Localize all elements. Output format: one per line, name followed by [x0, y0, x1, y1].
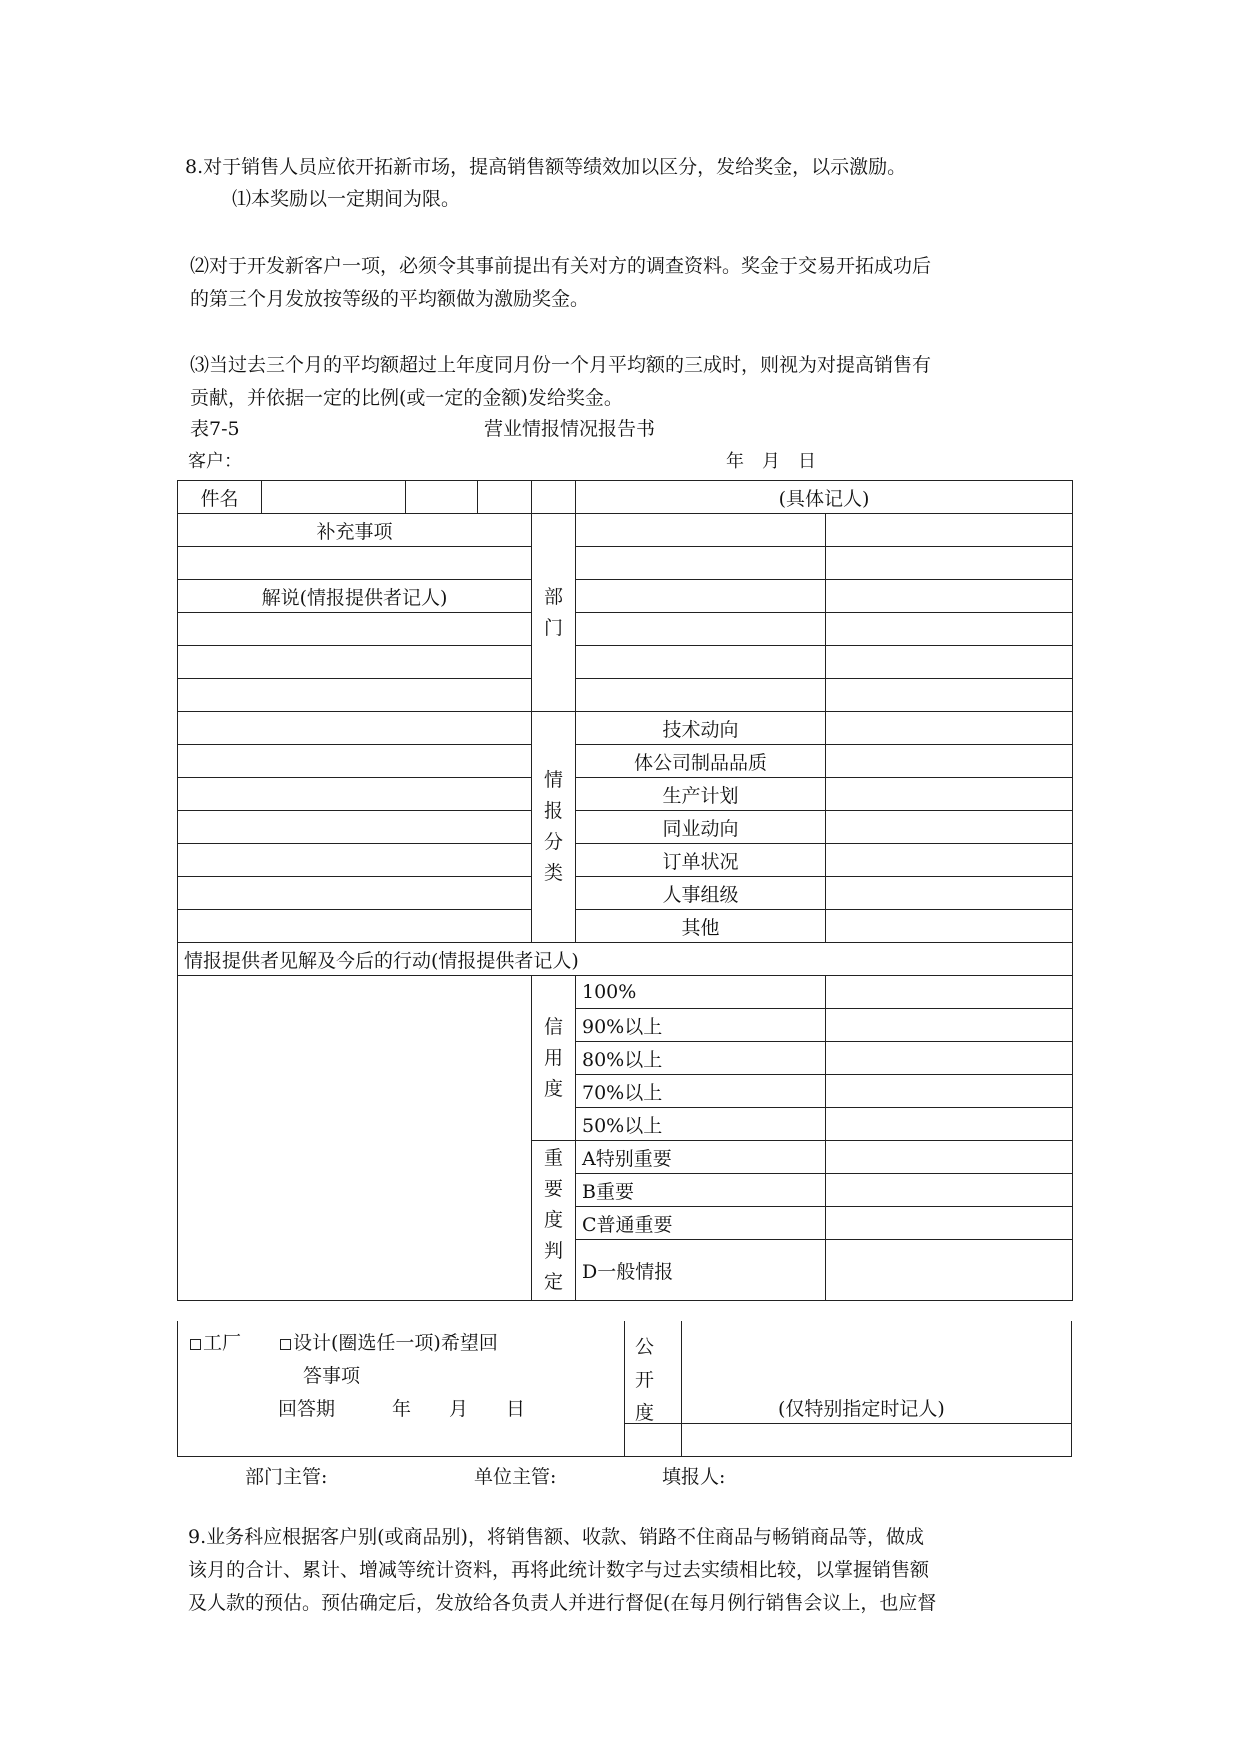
left-field[interactable]	[178, 712, 532, 745]
customer-label: 客户：	[188, 451, 242, 472]
explanation-field[interactable]	[178, 613, 532, 646]
dept-field[interactable]	[826, 580, 1073, 613]
dept-label: 部 门	[532, 514, 576, 712]
paragraph-8-1: ⑴本奖励以一定期间为限。	[232, 188, 461, 210]
left-field[interactable]	[178, 877, 532, 910]
credit-field[interactable]	[826, 1042, 1073, 1075]
unit-head-label: 单位主管:	[474, 1466, 557, 1488]
dept-field[interactable]	[576, 514, 826, 547]
answer-item-label: 答事项	[303, 1365, 361, 1387]
paragraph-8-3b: 贡献，并依据一定的比例(或一定的金额)发给奖金。	[190, 387, 623, 409]
factory-option[interactable]	[190, 1331, 241, 1355]
paragraph-8-2b: 的第三个月发放按等级的平均额做为激励奖金。	[190, 288, 590, 310]
table-row	[178, 811, 1073, 844]
factory-checkbox[interactable]	[190, 1339, 201, 1350]
divider	[624, 1321, 625, 1456]
left-field[interactable]	[178, 910, 532, 943]
date-label: 年 月 日	[726, 451, 816, 472]
info-class-item: 技术动向	[576, 712, 826, 745]
item-name-field-2[interactable]	[406, 481, 478, 514]
dept-head-label: 部门主管:	[245, 1466, 328, 1488]
paragraph-9c: 及人款的预估。预估确定后，发放给各负责人并进行督促(在每月例行销售会议上，也应督	[188, 1592, 937, 1614]
dept-field[interactable]	[576, 580, 826, 613]
table-row	[178, 844, 1073, 877]
paragraph-9a: 9.业务科应根据客户别(或商品别)，将销售额、收款、销路不住商品与畅销商品等，做成	[188, 1526, 924, 1548]
item-name-field[interactable]	[262, 481, 406, 514]
credit-level: 90%以上	[576, 1009, 826, 1042]
table-row	[178, 613, 1073, 646]
info-class-label: 情 报 分 类	[532, 712, 576, 943]
report-form-table	[177, 480, 1073, 1301]
table-row	[178, 679, 1073, 712]
table-row	[178, 514, 1073, 547]
left-field[interactable]	[178, 778, 532, 811]
credit-field[interactable]	[826, 1108, 1073, 1141]
credit-field[interactable]	[826, 1075, 1073, 1108]
form-title: 营业情报情况报告书	[484, 418, 656, 440]
design-option[interactable]	[280, 1331, 498, 1355]
credit-level: 80%以上	[576, 1042, 826, 1075]
info-class-field[interactable]	[826, 877, 1073, 910]
info-class-field[interactable]	[826, 745, 1073, 778]
table-row	[178, 943, 1073, 976]
reply-section	[177, 1321, 1072, 1457]
answer-date-label: 回答期 年 月 日	[278, 1398, 526, 1420]
info-class-field[interactable]	[826, 811, 1073, 844]
dept-field[interactable]	[576, 547, 826, 580]
opinion-field[interactable]	[178, 976, 532, 1301]
importance-field[interactable]	[826, 1207, 1073, 1240]
divider	[681, 1321, 682, 1456]
info-class-item: 人事组级	[576, 877, 826, 910]
importance-field[interactable]	[826, 1174, 1073, 1207]
credit-level: 70%以上	[576, 1075, 826, 1108]
explanation-field[interactable]	[178, 646, 532, 679]
credit-level: 100%	[576, 976, 826, 1009]
importance-level: C普通重要	[576, 1207, 826, 1240]
factory-label: 工厂	[203, 1332, 242, 1354]
specific-note-label: (具体记人)	[576, 481, 1073, 514]
table-row	[178, 976, 1073, 1009]
dept-field[interactable]	[826, 547, 1073, 580]
opinion-label: 情报提供者见解及今后的行动(情报提供者记人)	[178, 943, 1073, 976]
credit-field[interactable]	[826, 1009, 1073, 1042]
dept-field[interactable]	[826, 613, 1073, 646]
left-field[interactable]	[178, 844, 532, 877]
importance-level: A特别重要	[576, 1141, 826, 1174]
info-class-field[interactable]	[826, 844, 1073, 877]
dept-field[interactable]	[576, 679, 826, 712]
info-class-field[interactable]	[826, 712, 1073, 745]
table-row	[178, 646, 1073, 679]
left-field[interactable]	[178, 745, 532, 778]
supplement-label: 补充事项	[178, 514, 532, 547]
item-name-label: 件名	[178, 481, 262, 514]
divider	[681, 1423, 1071, 1424]
supplement-field[interactable]	[178, 547, 532, 580]
info-class-field[interactable]	[826, 910, 1073, 943]
table-row	[178, 580, 1073, 613]
table-row	[178, 877, 1073, 910]
paragraph-8: 8.对于销售人员应依开拓新市场，提高销售额等绩效加以区分，发给奖金，以示激励。	[185, 156, 907, 178]
info-class-item: 订单状况	[576, 844, 826, 877]
dept-field[interactable]	[576, 646, 826, 679]
explanation-label: 解说(情报提供者记人)	[178, 580, 532, 613]
item-name-field-3[interactable]	[478, 481, 532, 514]
table-row	[178, 547, 1073, 580]
credit-level: 50%以上	[576, 1108, 826, 1141]
paragraph-9b: 该月的合计、累计、增减等统计资料，再将此统计数字与过去实绩相比较，以掌握销售额	[188, 1559, 930, 1581]
table-number: 表7-5	[190, 418, 240, 440]
left-field[interactable]	[178, 811, 532, 844]
explanation-field[interactable]	[178, 679, 532, 712]
table-row	[178, 910, 1073, 943]
design-label: 设计(圈选任一项)希望回	[293, 1332, 498, 1354]
blank-cell	[532, 481, 576, 514]
dept-field[interactable]	[826, 646, 1073, 679]
table-row	[178, 778, 1073, 811]
importance-field[interactable]	[826, 1240, 1073, 1301]
importance-field[interactable]	[826, 1141, 1073, 1174]
table-row	[178, 745, 1073, 778]
dept-field[interactable]	[826, 679, 1073, 712]
info-class-field[interactable]	[826, 778, 1073, 811]
special-note-label: (仅特别指定时记人)	[778, 1398, 945, 1420]
info-class-item: 同业动向	[576, 811, 826, 844]
table-row	[178, 481, 1073, 514]
info-class-item: 其他	[576, 910, 826, 943]
public-label: 公 开 度	[635, 1336, 655, 1424]
credit-field[interactable]	[826, 976, 1073, 1009]
info-class-item: 体公司制品品质	[576, 745, 826, 778]
importance-level: B重要	[576, 1174, 826, 1207]
info-class-item: 生产计划	[576, 778, 826, 811]
credit-label: 信 用 度	[532, 976, 576, 1141]
design-checkbox[interactable]	[280, 1339, 291, 1350]
reporter-label: 填报人:	[662, 1466, 726, 1488]
paragraph-8-3a: ⑶当过去三个月的平均额超过上年度同月份一个月平均额的三成时，则视为对提高销售有	[190, 354, 932, 376]
dept-field[interactable]	[826, 514, 1073, 547]
importance-level: D一般情报	[576, 1240, 826, 1301]
importance-label: 重 要 度 判 定	[532, 1141, 576, 1301]
paragraph-8-2a: ⑵对于开发新客户一项，必须令其事前提出有关对方的调查资料。奖金于交易开拓成功后	[190, 255, 932, 277]
dept-field[interactable]	[576, 613, 826, 646]
table-row	[178, 712, 1073, 745]
